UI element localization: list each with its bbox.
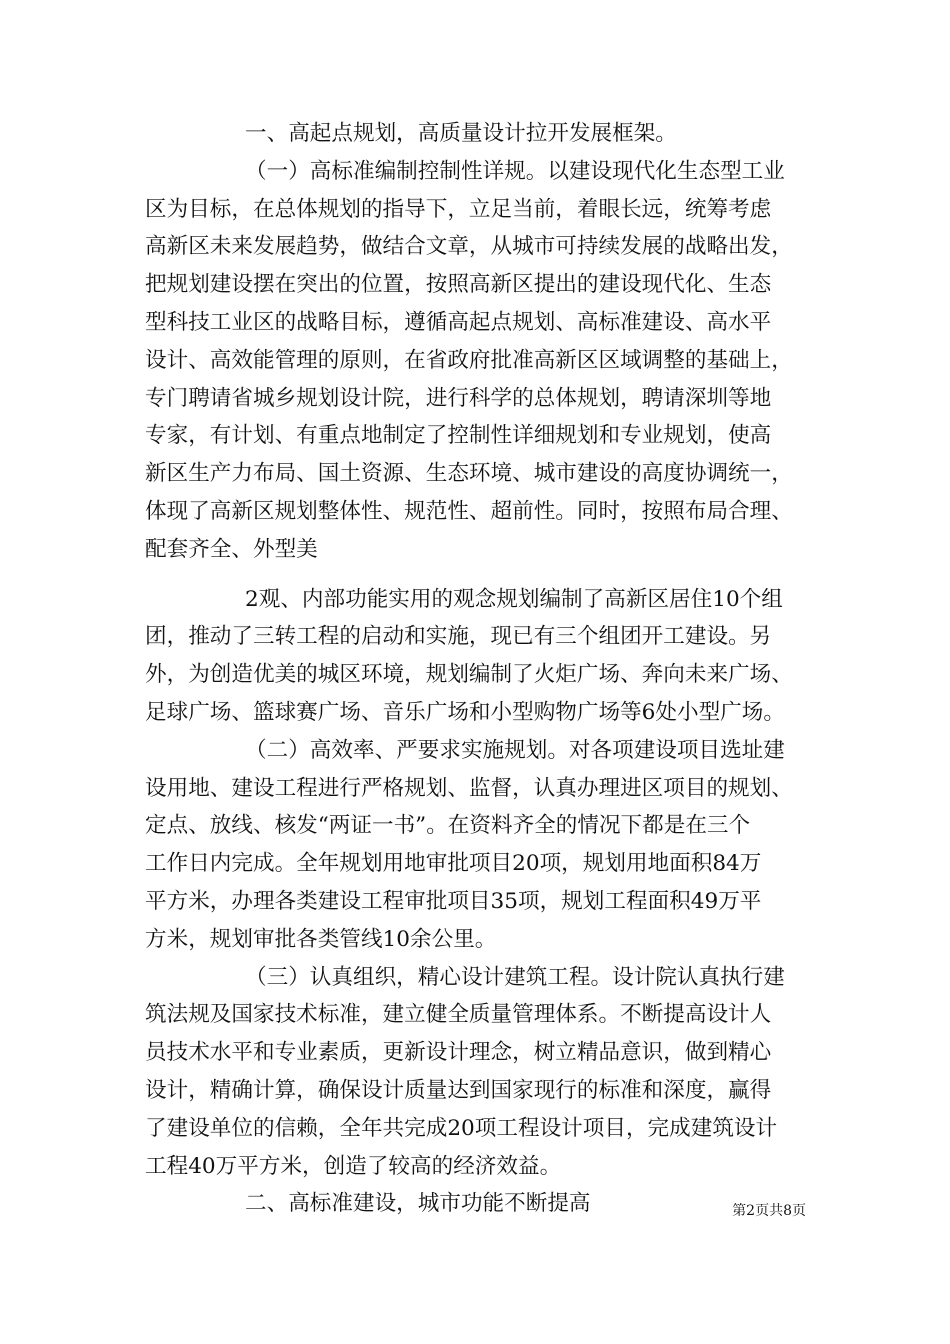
text-line: 专家，有计划、有重点地制定了控制性详细规划和专业规划，使高 [145,423,772,449]
text-line: 设计，精确计算，确保设计质量达到国家现行的标准和深度，赢得 [145,1077,772,1103]
text-line: 体现了高新区规划整体性、规范性、超前性。同时，按照布局合理、 [145,498,793,524]
text-line: 配套齐全、外型美 [145,536,318,562]
text-line: （一）高标准编制控制性详规。以建设现代化生态型工业 [245,158,785,184]
text-line: 了建设单位的信赖，全年共完成20项工程设计项目，完成建筑设计 [145,1115,778,1141]
page-number: 第2页共8页 [732,1203,806,1219]
paragraph [145,153,809,569]
text-line: 高新区未来发展趋势，做结合文章，从城市可持续发展的战略出发， [145,234,793,260]
text-line: 工程40万平方米，创造了较高的经济效益。 [145,1153,562,1179]
text-line: （三）认真组织，精心设计建筑工程。设计院认真执行建 [245,964,785,990]
paragraph [145,732,809,959]
text-line: 定点、放线、核发“两证一书”。在资料齐全的情况下都是在三个 [145,813,751,839]
text-line: 筑法规及国家技术标准，建立健全质量管理体系。不断提高设计人 [145,1002,772,1028]
text-line: 足球广场、篮球赛广场、音乐广场和小型购物广场等6处小型广场。 [145,699,785,725]
text-line: （二）高效率、严要求实施规划。对各项建设项目选址建 [245,737,785,763]
text-line: 设用地、建设工程进行严格规划、监督，认真办理进区项目的规划、 [145,775,793,801]
text-line: 专门聘请省城乡规划设计院，进行科学的总体规划，聘请深圳等地 [145,385,772,411]
text-line: 把规划建设摆在突出的位置，按照高新区提出的建设现代化、生态 [145,272,772,298]
text-line: 方米，规划审批各类管线10余公里。 [145,926,497,952]
document-body [145,115,809,1223]
paragraph [145,959,809,1186]
heading-text: 一、高起点规划，高质量设计拉开发展框架。 [245,121,677,146]
heading-text: 二、高标准建设，城市功能不断提高 [245,1191,591,1217]
text-line: 区为目标，在总体规划的指导下，立足当前，着眼长远，统筹考虑 [145,196,772,222]
text-line: 平方米，办理各类建设工程审批项目35项，规划工程面积49万平 [145,888,762,914]
text-line: 外，为创造优美的城区环境，规划编制了火炬广场、奔向未来广场、 [145,662,793,688]
text-line: 设计、高效能管理的原则，在省政府批准高新区区域调整的基础上， [145,347,793,373]
section-heading [145,1185,809,1223]
text-line: 团，推动了三转工程的启动和实施，现已有三个组团开工建设。另 [145,624,772,650]
text-line: 工作日内完成。全年规划用地审批项目20项，规划用地面积84万 [145,851,762,877]
text-line: 2观、内部功能实用的观念规划编制了高新区居住10个组 [245,586,783,612]
text-line: 新区生产力布局、国土资源、生态环境、城市建设的高度协调统一， [145,461,793,487]
section-heading [145,115,809,153]
text-line: 型科技工业区的战略目标，遵循高起点规划、高标准建设、高水平 [145,309,772,335]
text-line: 员技术水平和专业素质，更新设计理念，树立精品意识，做到精心 [145,1040,772,1066]
paragraph [145,581,809,732]
